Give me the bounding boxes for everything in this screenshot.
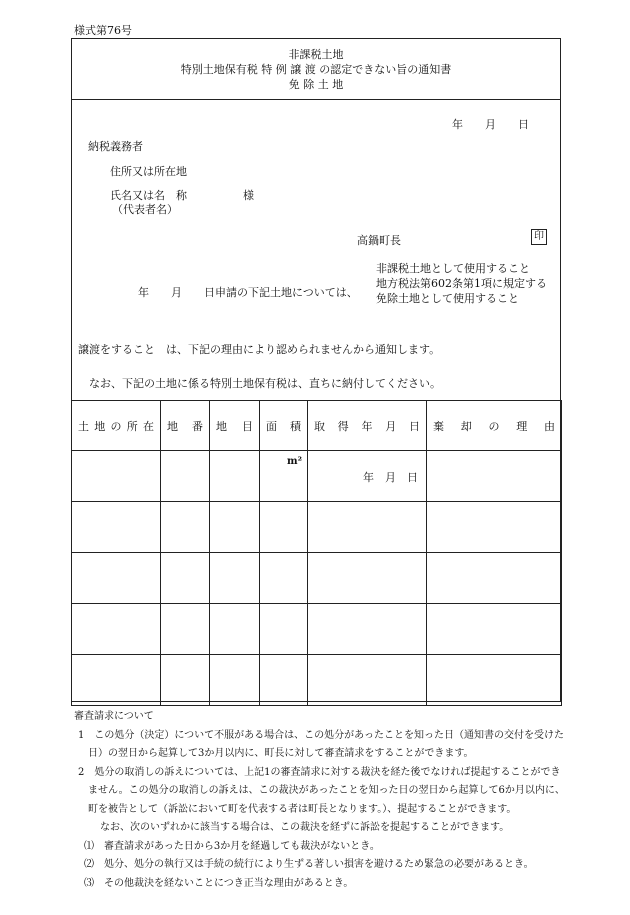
option-article-602: 地方税法第602条第1項に規定する bbox=[376, 277, 547, 290]
payment-text: なお、下記の土地に係る特別土地保有税は、直ちに納付してください。 bbox=[89, 377, 441, 390]
cell-location[interactable] bbox=[72, 451, 161, 502]
cell-area[interactable] bbox=[260, 604, 308, 655]
cell-rejection-reason[interactable] bbox=[427, 604, 562, 655]
cell-rejection-reason[interactable] bbox=[427, 502, 562, 553]
date-line: 年 月 日 bbox=[452, 118, 529, 131]
form-number: 様式第76号 bbox=[74, 24, 132, 37]
cell-rejection-reason[interactable] bbox=[427, 553, 562, 604]
title-box bbox=[72, 39, 560, 100]
representative-label: （代表者名） bbox=[112, 203, 178, 216]
title-line-3: 免 除 土 地 bbox=[288, 78, 344, 91]
cell-location[interactable] bbox=[72, 604, 161, 655]
transfer-text: 譲渡をすること は、下記の理由により認められませんから通知します。 bbox=[78, 343, 441, 356]
header-rejection-reason: 棄 却 の 理 由 bbox=[427, 401, 562, 451]
table-row bbox=[72, 655, 562, 706]
taxpayer-label: 納税義務者 bbox=[88, 140, 143, 153]
cell-land-category[interactable] bbox=[210, 655, 260, 706]
date-placeholder: 年 月 日 bbox=[363, 471, 418, 484]
table-row bbox=[72, 451, 562, 502]
header-land-category: 地 目 bbox=[210, 401, 260, 451]
cell-land-category[interactable] bbox=[210, 502, 260, 553]
note-item-2: ⑵ 処分、処分の執行又は手続の続行により生ずる著しい損害を避けるため緊急の必要があるとき。 bbox=[84, 859, 534, 870]
cell-acquisition-date[interactable] bbox=[308, 655, 427, 706]
cell-lot-number[interactable] bbox=[161, 604, 210, 655]
option-exempt: 免除土地として使用すること bbox=[376, 292, 519, 305]
cell-lot-number[interactable] bbox=[161, 451, 210, 502]
cell-rejection-reason[interactable] bbox=[427, 451, 562, 502]
cell-acquisition-date[interactable] bbox=[308, 604, 427, 655]
application-text: 年 月 日申請の下記土地については、 bbox=[138, 286, 358, 299]
cell-acquisition-date[interactable] bbox=[308, 502, 427, 553]
note-2c: 町を被告として（訴訟において町を代表する者は町長となります。）、提起することができます。 bbox=[88, 803, 517, 815]
honorific: 様 bbox=[243, 189, 254, 202]
table-header-row bbox=[72, 401, 562, 451]
cell-location[interactable] bbox=[72, 502, 161, 553]
cell-acquisition-date[interactable] bbox=[308, 451, 427, 502]
table-row bbox=[72, 604, 562, 655]
cell-area[interactable] bbox=[260, 451, 308, 502]
cell-area[interactable] bbox=[260, 655, 308, 706]
issuer: 高鍋町長 bbox=[357, 234, 401, 247]
notes-heading: 審査請求について bbox=[74, 711, 154, 722]
cell-lot-number[interactable] bbox=[161, 502, 210, 553]
notice-form bbox=[71, 38, 561, 702]
cell-lot-number[interactable] bbox=[161, 553, 210, 604]
area-unit: m² bbox=[287, 456, 302, 467]
header-lot-number: 地 番 bbox=[161, 401, 210, 451]
option-non-taxable: 非課税土地として使用すること bbox=[376, 262, 530, 275]
table-row bbox=[72, 553, 562, 604]
cell-acquisition-date[interactable] bbox=[308, 553, 427, 604]
cell-area[interactable] bbox=[260, 502, 308, 553]
cell-rejection-reason[interactable] bbox=[427, 655, 562, 706]
cell-land-category[interactable] bbox=[210, 451, 260, 502]
seal-stamp: 印 bbox=[531, 229, 547, 245]
title-line-1: 非課税土地 bbox=[288, 48, 344, 61]
note-2b: ません。この処分の取消しの訴えは、この裁決があったことを知った日の翌日から起算して6か月以内に、 bbox=[88, 785, 565, 796]
address-label: 住所又は所在地 bbox=[110, 165, 187, 178]
cell-land-category[interactable] bbox=[210, 553, 260, 604]
title-line-2: 特別土地保有税 特 例 譲 渡 の認定できない旨の通知書 bbox=[180, 63, 452, 76]
note-item-1: ⑴ 審査請求があった日から3か月を経過しても裁決がないとき。 bbox=[84, 840, 380, 852]
header-location: 土 地 の 所 在 bbox=[72, 401, 161, 451]
note-1b: 日）の翌日から起算して3か月以内に、町長に対して審査請求をすることができます。 bbox=[88, 748, 474, 759]
cell-area[interactable] bbox=[260, 553, 308, 604]
note-2d: なお、次のいずれかに該当する場合は、この裁決を経ずに訴訟を提起することができます。 bbox=[100, 822, 510, 833]
note-item-3: ⑶ その他裁決を経ないことにつき正当な理由があるとき。 bbox=[84, 877, 354, 889]
name-label: 氏名又は名 称 bbox=[110, 189, 187, 202]
usage-options bbox=[376, 261, 562, 306]
cell-lot-number[interactable] bbox=[161, 655, 210, 706]
note-2a: 2 処分の取消しの訴えについては、上記1の審査請求に対する裁決を経た後でなければ提起することができ bbox=[78, 766, 561, 778]
header-acquisition-date: 取 得 年 月 日 bbox=[308, 401, 427, 451]
header-area: 面 積 bbox=[260, 401, 308, 451]
table-row bbox=[72, 502, 562, 553]
cell-land-category[interactable] bbox=[210, 604, 260, 655]
cell-location[interactable] bbox=[72, 553, 161, 604]
cell-location[interactable] bbox=[72, 655, 161, 706]
land-table bbox=[71, 400, 562, 706]
appeal-notes bbox=[74, 708, 574, 893]
note-1a: 1 この処分（決定）について不服がある場合は、この処分があったことを知った日（通知書の交付を受けた bbox=[78, 729, 565, 741]
